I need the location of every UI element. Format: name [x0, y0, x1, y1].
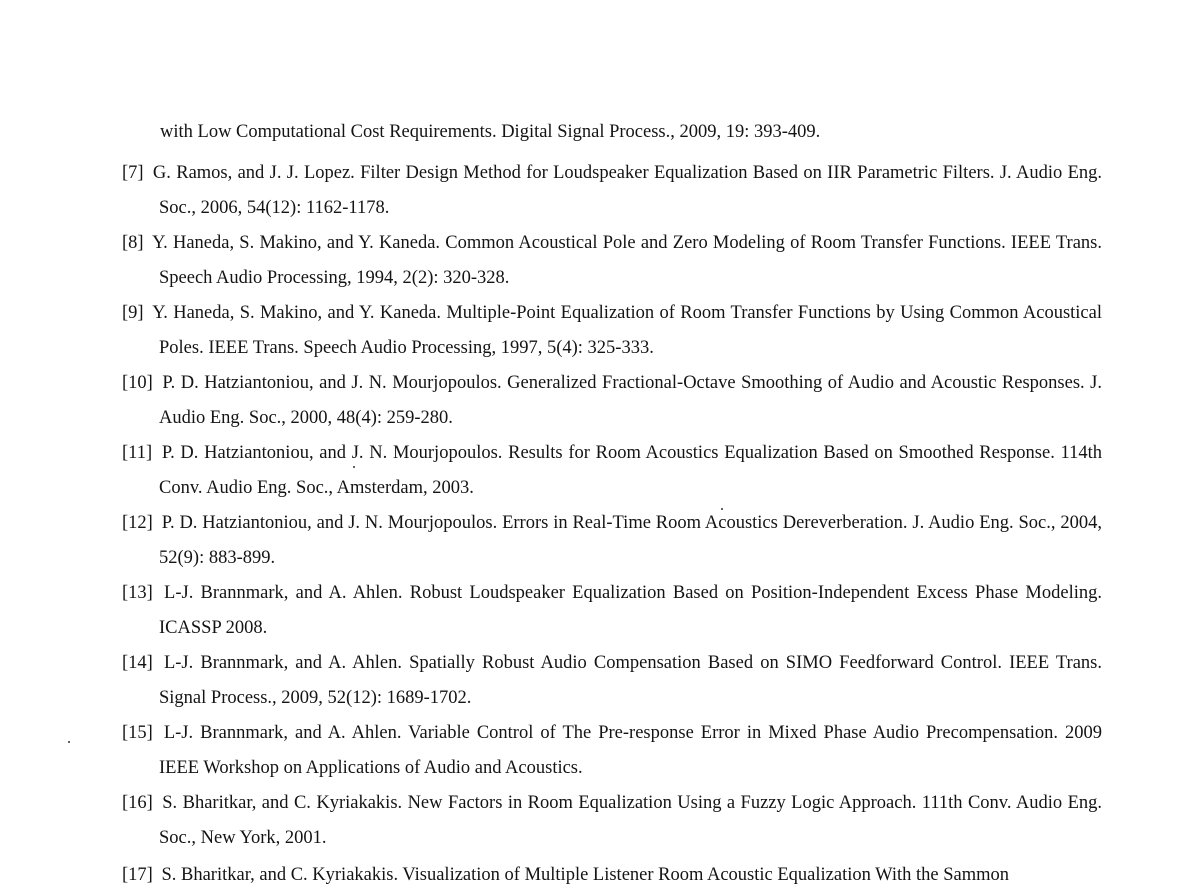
- reference-text: G. Ramos, and J. J. Lopez. Filter Design Method for Loudspeaker Equalization Based on IIR Parametric Filters. J. Audio Eng. Soc., 2006, 54(12): 1162-1178.: [152, 163, 1102, 218]
- reference-text: S. Bharitkar, and C. Kyriakakis. Visualization of Multiple Listener Room Acoustic Equalization With the Sammon: [161, 865, 1010, 885]
- reference-number: [7]: [122, 163, 144, 183]
- reference-number: [12]: [122, 513, 153, 533]
- reference-text: P. D. Hatziantoniou, and J. N. Mourjopoulos. Results for Room Acoustics Equalization Based on Smoothed Response. 114th Conv. Audio Eng. Soc., Amsterdam, 2003.: [159, 443, 1102, 498]
- reference-item-11: [122, 436, 1102, 506]
- reference-continuation-line: with Low Computational Cost Requirements. Digital Signal Process., 2009, 19: 393-409.: [160, 122, 821, 142]
- reference-item-12: [122, 506, 1102, 576]
- reference-number: [17]: [122, 865, 153, 885]
- reference-item-14: [122, 646, 1102, 716]
- reference-text: Y. Haneda, S. Makino, and Y. Kaneda. Common Acoustical Pole and Zero Modeling of Room Transfer Functions. IEEE Trans. Speech Audio Processing, 1994, 2(2): 320-328.: [152, 233, 1102, 288]
- reference-item-7: [122, 156, 1102, 226]
- reference-item-16: [122, 786, 1102, 856]
- reference-number: [9]: [122, 303, 144, 323]
- reference-item-15: [122, 716, 1102, 786]
- reference-number: [8]: [122, 233, 144, 253]
- reference-number: [13]: [122, 583, 153, 603]
- reference-item-13: [122, 576, 1102, 646]
- reference-text: Y. Haneda, S. Makino, and Y. Kaneda. Multiple-Point Equalization of Room Transfer Functions by Using Common Acoustical Poles. IEEE Trans. Speech Audio Processing, 1997, 5(4): 325-333.: [152, 303, 1102, 358]
- reference-text: P. D. Hatziantoniou, and J. N. Mourjopoulos. Generalized Fractional-Octave Smoothing of Audio and Acoustic Responses. J. Audio Eng. Soc., 2000, 48(4): 259-280.: [159, 373, 1103, 428]
- reference-text: P. D. Hatziantoniou, and J. N. Mourjopoulos. Errors in Real-Time Room Acoustics Dereverberation. J. Audio Eng. Soc., 2004, 52(9): 883-899.: [159, 513, 1102, 568]
- reference-number: [11]: [122, 443, 153, 463]
- reference-number: [16]: [122, 793, 153, 813]
- reference-number: [14]: [122, 653, 153, 673]
- reference-text: L-J. Brannmark, and A. Ahlen. Spatially Robust Audio Compensation Based on SIMO Feedforward Control. IEEE Trans. Signal Process., 2009, 52(12): 1689-1702.: [159, 653, 1103, 708]
- reference-item-8: [122, 226, 1102, 296]
- reference-item-17-cut: [122, 858, 1139, 893]
- reference-number: [15]: [122, 723, 153, 743]
- reference-number: [10]: [122, 373, 153, 393]
- reference-text: L-J. Brannmark, and A. Ahlen. Robust Loudspeaker Equalization Based on Position-Independent Excess Phase Modeling. ICASSP 2008.: [159, 583, 1102, 638]
- scan-speck: [721, 508, 723, 510]
- reference-text: S. Bharitkar, and C. Kyriakakis. New Factors in Room Equalization Using a Fuzzy Logic Approach. 111th Conv. Audio Eng. Soc., New York, 2001.: [159, 793, 1102, 848]
- reference-item-9: [122, 296, 1102, 366]
- scan-speck: [68, 741, 70, 743]
- scan-speck: [353, 466, 355, 468]
- reference-list: [122, 156, 1102, 856]
- reference-text: L-J. Brannmark, and A. Ahlen. Variable Control of The Pre-response Error in Mixed Phase Audio Precompensation. 2009 IEEE Workshop on Applications of Audio and Acoustics.: [159, 723, 1103, 778]
- reference-item-10: [122, 366, 1102, 436]
